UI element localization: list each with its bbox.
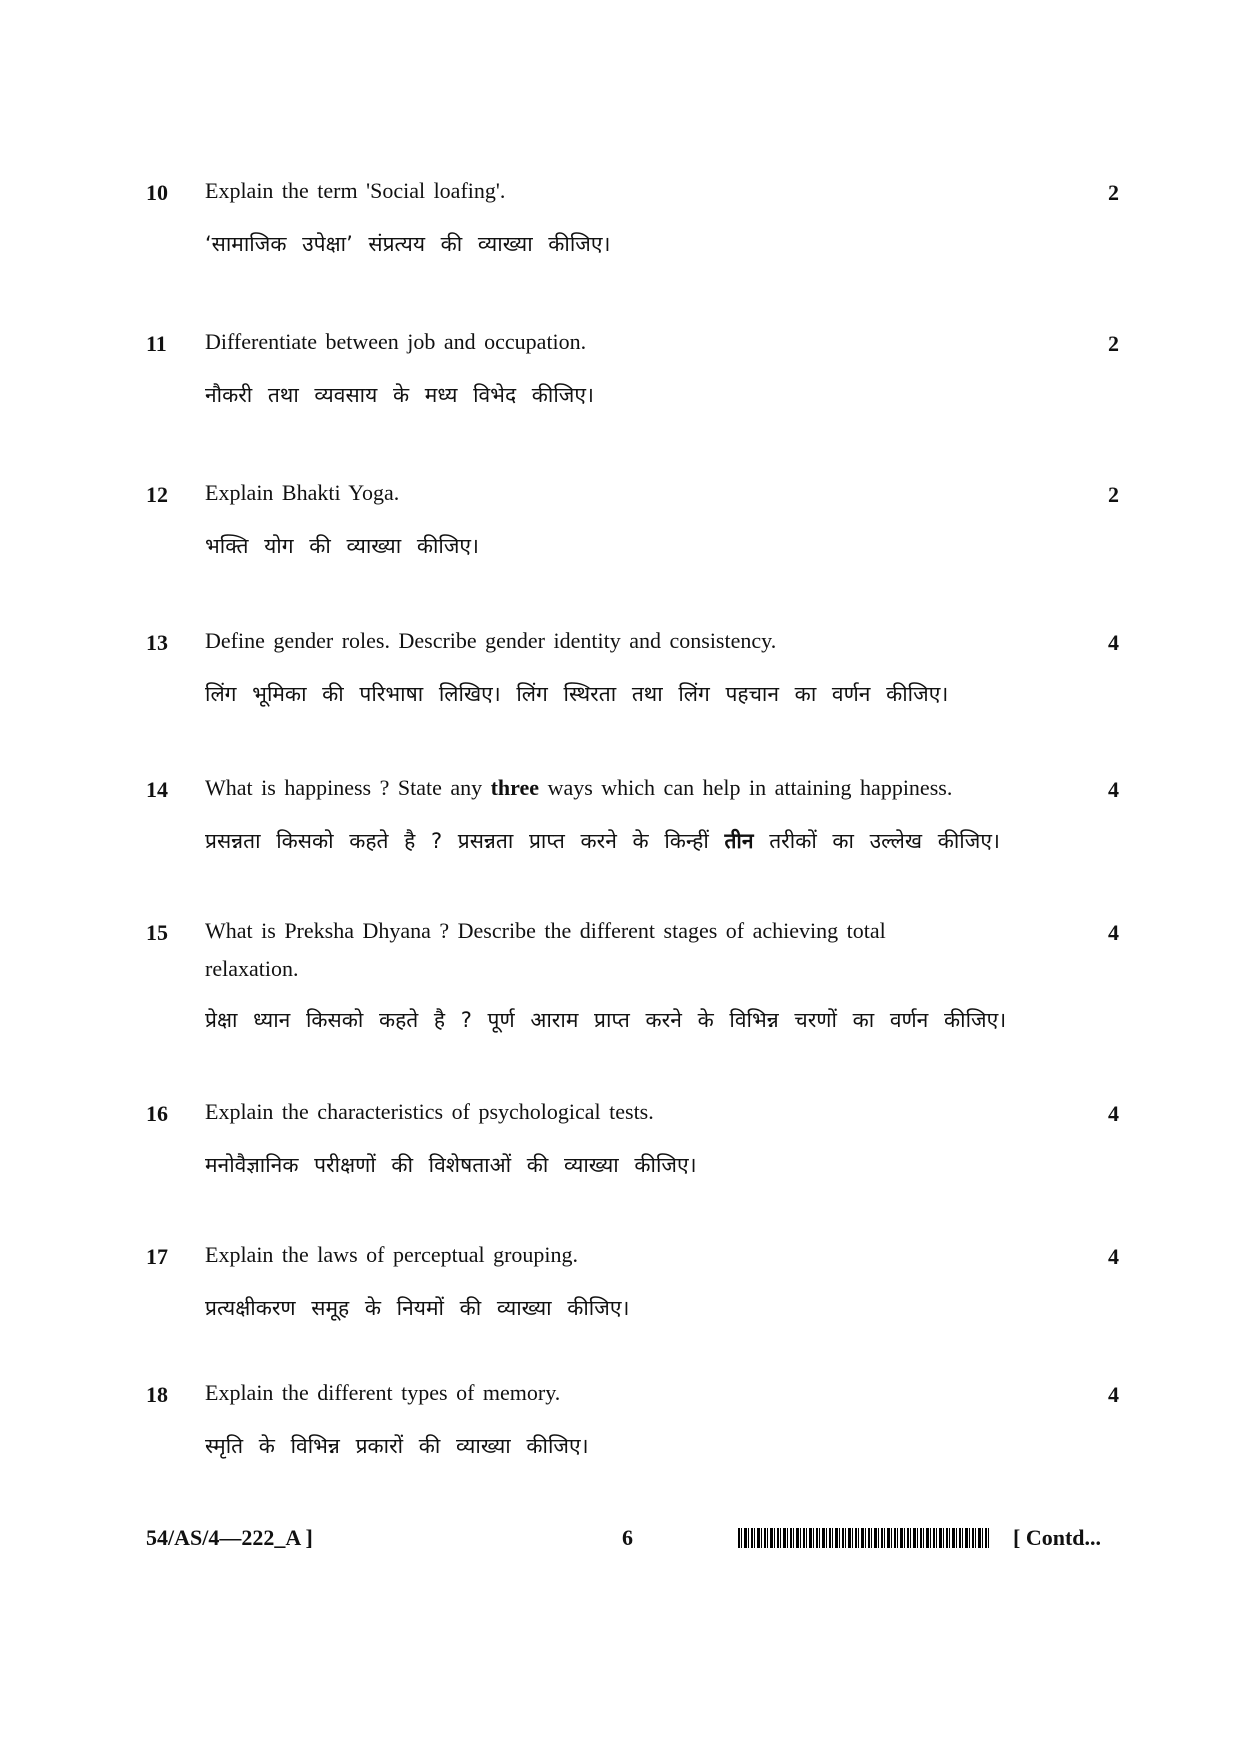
emphasis-three: three: [490, 775, 540, 800]
question-marks: 4: [1108, 1244, 1119, 1269]
question-text-hi: प्रसन्नता किसको कहते है ? प्रसन्नता प्राप्त करने के किन्हीं तीन तरीकों का उल्लेख कीजिए।: [205, 829, 1000, 853]
question-marks: 4: [1108, 1382, 1119, 1407]
question-marks: 4: [1108, 1101, 1119, 1126]
question-text-hi: प्रेक्षा ध्यान किसको कहते है ? पूर्ण आराम प्राप्त करने के विभिन्न चरणों का वर्णन कीजिए।: [205, 1008, 1007, 1032]
page-number: 6: [622, 1525, 633, 1550]
question-number: 12: [146, 482, 168, 507]
question-marks: 4: [1108, 630, 1119, 655]
question-number: 14: [146, 777, 168, 802]
question-text-en: What is Preksha Dhyana ? Describe the different stages of achieving total relaxation.: [205, 918, 886, 981]
barcode-icon: [738, 1528, 990, 1548]
question-text-en: Differentiate between job and occupation.: [205, 329, 587, 354]
question-text-en: Explain the laws of perceptual grouping.: [205, 1242, 579, 1267]
continued-label: [ Contd...: [1013, 1525, 1102, 1550]
question-number: 10: [146, 180, 168, 205]
question-text-en: Explain the characteristics of psychological tests.: [205, 1099, 654, 1124]
question-number: 18: [146, 1382, 168, 1407]
question-marks: 4: [1108, 777, 1119, 802]
question-marks: 2: [1108, 180, 1119, 205]
question-text-en: Explain the term 'Social loafing'.: [205, 178, 506, 203]
question-text-hi: ‘सामाजिक उपेक्षा’ संप्रत्यय की व्याख्या कीजिए।: [205, 232, 611, 256]
question-text-hi: नौकरी तथा व्यवसाय के मध्य विभेद कीजिए।: [205, 383, 594, 407]
question-text-en: Explain the different types of memory.: [205, 1380, 561, 1405]
question-text-en: Define gender roles. Describe gender identity and consistency.: [205, 628, 777, 653]
question-text-en: What is happiness ? State any three ways which can help in attaining happiness.: [205, 775, 953, 800]
question-text-hi: प्रत्यक्षीकरण समूह के नियमों की व्याख्या कीजिए।: [205, 1296, 630, 1320]
question-marks: 4: [1108, 920, 1119, 945]
question-text-hi: लिंग भूमिका की परिभाषा लिखिए। लिंग स्थिरता तथा लिंग पहचान का वर्णन कीजिए।: [205, 682, 949, 706]
question-number: 16: [146, 1101, 168, 1126]
emphasis-teen: तीन: [724, 829, 754, 853]
question-marks: 2: [1108, 482, 1119, 507]
question-number: 11: [146, 331, 167, 356]
paper-code: 54/AS/4—222_A ]: [146, 1525, 313, 1550]
question-text-hi: स्मृति के विभिन्न प्रकारों की व्याख्या कीजिए।: [205, 1434, 589, 1458]
question-number: 17: [146, 1244, 168, 1269]
question-number: 15: [146, 920, 168, 945]
question-text-hi: भक्ति योग की व्याख्या कीजिए।: [205, 534, 480, 558]
question-text-en: Explain Bhakti Yoga.: [205, 480, 400, 505]
question-text-hi: मनोवैज्ञानिक परीक्षणों की विशेषताओं की व्याख्या कीजिए।: [205, 1153, 697, 1177]
question-marks: 2: [1108, 331, 1119, 356]
question-number: 13: [146, 630, 168, 655]
